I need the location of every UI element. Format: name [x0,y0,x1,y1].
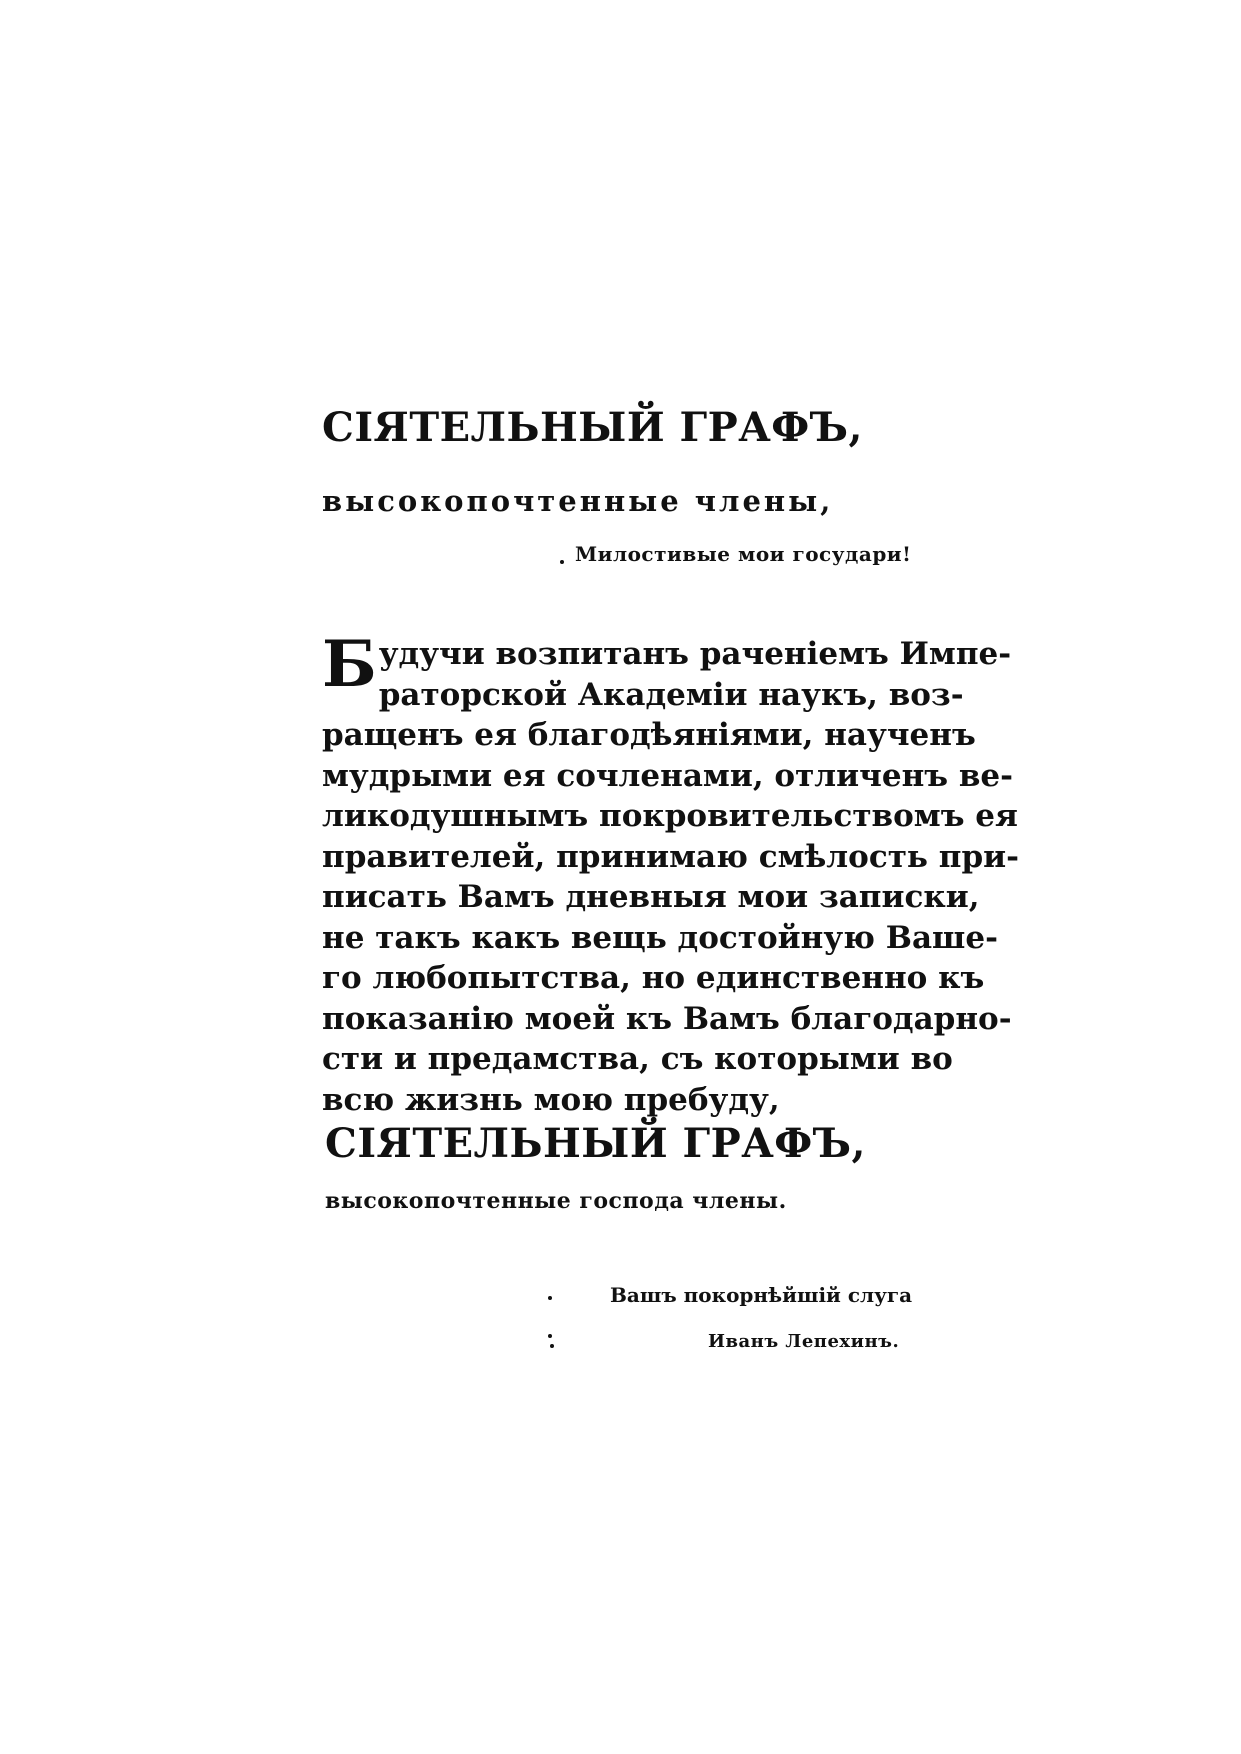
body-line: удучи возпитанъ раченіемъ Импе- [378,636,1012,672]
body-line: сти и предамства, съ которыми во [322,1041,953,1077]
body-line: показанію моей къ Вамъ благодарно- [322,1000,1012,1037]
salutation-subtitle: высокопочтенные члены, [322,484,834,518]
signature-line-2: Иванъ Лепехинъ. [708,1331,900,1352]
body-line: ращенъ ея благодѣяніями, наученъ [322,717,976,753]
signature-line-1: Вашъ покорнѣйшій слуга [610,1283,913,1307]
body-line: не такъ какъ вещь достойную Ваше- [322,919,998,956]
closing-title: СІЯТЕЛЬНЫЙ ГРАФЪ, [325,1120,866,1167]
body-line: мудрыми ея сочленами, отличенъ ве- [322,757,1013,794]
body-line: раторской Академіи наукъ, воз- [378,676,964,713]
salutation-title: СІЯТЕЛЬНЫЙ ГРАФЪ, [322,404,863,451]
body-line: правителей, принимаю смѣлость при- [322,838,1019,875]
body-line: всю жизнь мою пребуду, [322,1081,780,1118]
stray-mark [548,1296,552,1300]
body-line: го любопытства, но единственно къ [322,960,985,996]
stray-mark [548,1334,552,1338]
stray-mark [560,560,564,564]
closing-subtitle: высокопочтенные господа члены. [325,1188,787,1214]
body-line: ликодушнымъ покровительствомъ ея [322,798,1018,834]
body-line: писать Вамъ дневныя мои записки, [322,879,980,915]
drop-cap: Б [322,627,377,702]
stray-mark [550,1344,554,1348]
salutation-address: Милостивые мои государи! [575,542,912,566]
dedication-body [322,627,1019,1120]
